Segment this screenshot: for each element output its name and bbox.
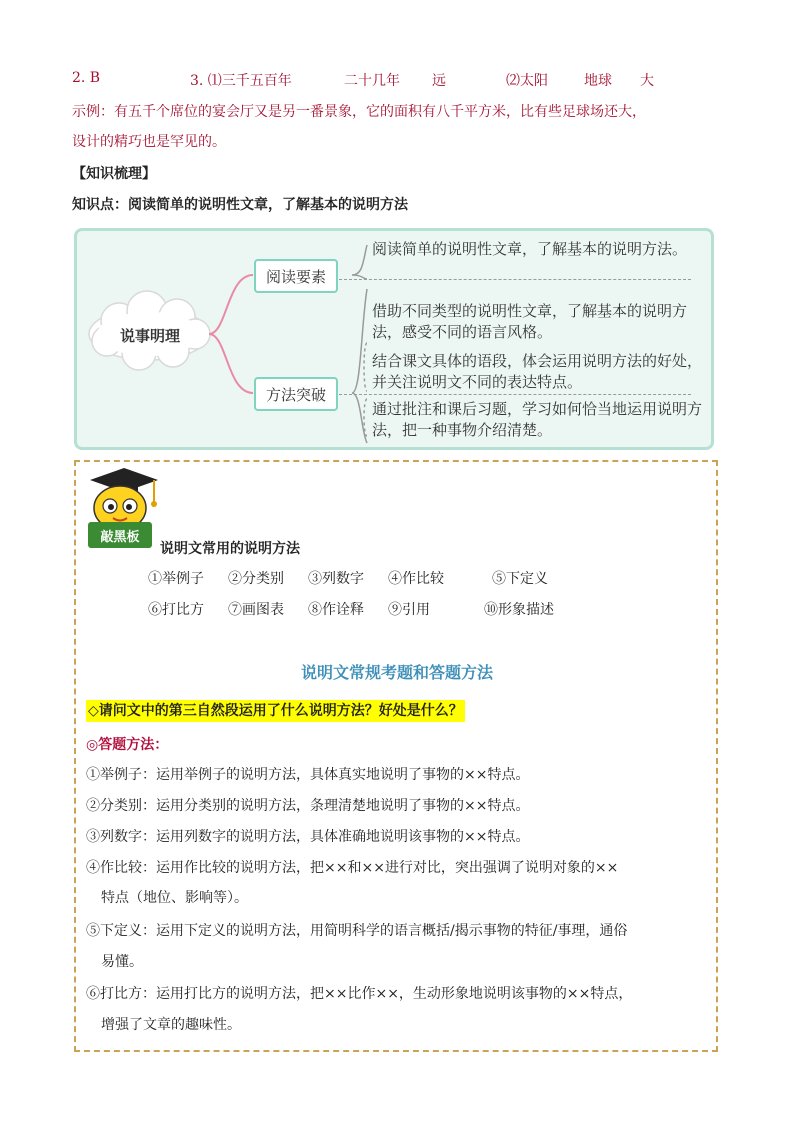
method-item: ⑩形象描述	[484, 602, 554, 618]
branch-label: 方法突破	[265, 385, 326, 404]
answer-q2: 2. B	[72, 70, 101, 86]
exam-subtitle: 说明文常规考题和答题方法	[300, 663, 493, 682]
method-item: ②分类别	[228, 571, 284, 587]
leaf-method-2: 结合课文具体的语段，体会运用说明方法的好处，并关注说明文不同的表达特点。	[372, 352, 703, 391]
answer-item-6-cont: 增强了文章的趣味性。	[101, 1017, 241, 1033]
section-title: 【知识梳理】	[72, 166, 156, 182]
answer-q3-e: 地球	[584, 73, 612, 89]
leaf-divider	[339, 279, 691, 280]
mind-map-root: 说事明理	[119, 327, 180, 345]
exam-question-highlight: ◇请问文中的第三自然段运用了什么说明方法？好处是什么？	[86, 700, 465, 722]
answer-item-3: ③列数字：运用列数字的说明方法，具体准确地说明该事物的××特点。	[86, 829, 530, 845]
answer-item-5-cont: 易懂。	[101, 954, 143, 970]
method-item: ④作比较	[388, 571, 444, 587]
answer-item-2: ②分类别：运用分类别的说明方法，条理清楚地说明了事物的××特点。	[86, 798, 530, 814]
branch-label: 阅读要素	[265, 267, 326, 286]
answer-item-6: ⑥打比方：运用打比方的说明方法，把××比作××，生动形象地说明该事物的××特点，	[86, 986, 633, 1002]
method-item: ⑤下定义	[492, 571, 548, 587]
answer-q3-d: ⑵太阳	[506, 73, 548, 89]
leaf-divider	[339, 394, 691, 395]
branch-method-breakthrough	[254, 377, 338, 411]
answer-q3-part1: 3. ⑴三千五百年	[190, 73, 292, 89]
knowledge-point: 知识点：阅读简单的说明性文章，了解基本的说明方法	[72, 197, 408, 213]
leaf-reading-1: 阅读简单的说明性文章，了解基本的说明方法。	[372, 240, 688, 258]
answer-method-label: ◎答题方法：	[86, 737, 169, 753]
answer-q3-f: 大	[640, 73, 654, 89]
answer-line	[0, 0, 794, 100]
answer-item-5: ⑤下定义：运用下定义的说明方法，用简明科学的语言概括/揭示事物的特征/事理，通俗	[86, 923, 628, 939]
method-item: ①举例子	[148, 571, 204, 587]
blackboard-title: 说明文常用的说明方法	[160, 541, 300, 557]
branch-reading-elements	[254, 259, 338, 293]
method-item: ⑧作诠释	[308, 602, 364, 618]
answer-item-4-cont: 特点（地位、影响等）。	[101, 890, 248, 906]
method-item: ⑥打比方	[148, 602, 204, 618]
example-line-1: 示例：有五千个席位的宴会厅又是另一番景象，它的面积有八千平方米，比有些足球场还大，	[72, 104, 646, 120]
answer-q3-b: 二十几年	[344, 73, 400, 89]
method-item: ⑨引用	[388, 602, 430, 618]
mind-map	[74, 228, 714, 450]
leaf-method-1: 借助不同类型的说明性文章，了解基本的说明方法，感受不同的语言风格。	[372, 302, 688, 341]
answer-item-4: ④作比较：运用作比较的说明方法，把××和××进行对比，突出强调了说明对象的××	[86, 860, 619, 876]
blackboard-badge: 敲黑板	[88, 522, 152, 548]
method-item: ③列数字	[308, 571, 364, 587]
answer-item-1: ①举例子：运用举例子的说明方法，具体真实地说明了事物的××特点。	[86, 767, 530, 783]
method-item: ⑦画图表	[228, 602, 284, 618]
leaf-method-3: 通过批注和课后习题，学习如何恰当地运用说明方法，把一种事物介绍清楚。	[372, 400, 703, 439]
example-line-2: 设计的精巧也是罕见的。	[72, 134, 226, 150]
answer-q3-c: 远	[432, 73, 446, 89]
